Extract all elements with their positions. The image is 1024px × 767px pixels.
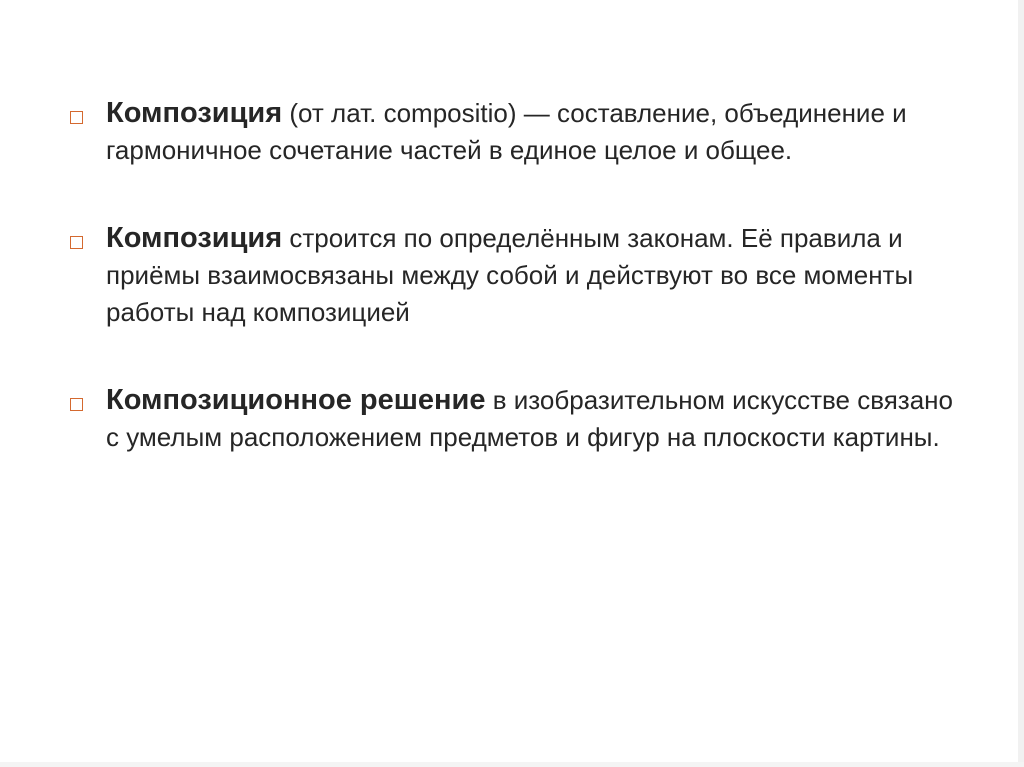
bullet-text: строится по определённым законам. Её правила и приёмы взаимосвязаны между собой и действуют во все моменты работы над композицией [106, 223, 914, 327]
square-bullet-icon [70, 236, 83, 249]
bullet-list [70, 95, 970, 507]
bullet-item-composition-solution [70, 382, 970, 456]
bullet-term: Композиционное решение [106, 384, 486, 416]
bullet-term: Композиция [106, 222, 283, 254]
slide-edge-right [1018, 0, 1024, 767]
slide-edge-bottom [0, 762, 1024, 767]
square-bullet-icon [70, 398, 83, 411]
bullet-term: Композиция [106, 97, 283, 129]
bullet-item-composition-definition [70, 95, 970, 169]
bullet-text: (от лат. compositio) — составление, объединение и гармоничное сочетание частей в единое целое и общее. [106, 98, 907, 165]
square-bullet-icon [70, 111, 83, 124]
bullet-item-composition-laws [70, 220, 970, 331]
bullet-text: в изобразительном искусстве связано с умелым расположением предметов и фигур на плоскости картины. [106, 385, 953, 452]
